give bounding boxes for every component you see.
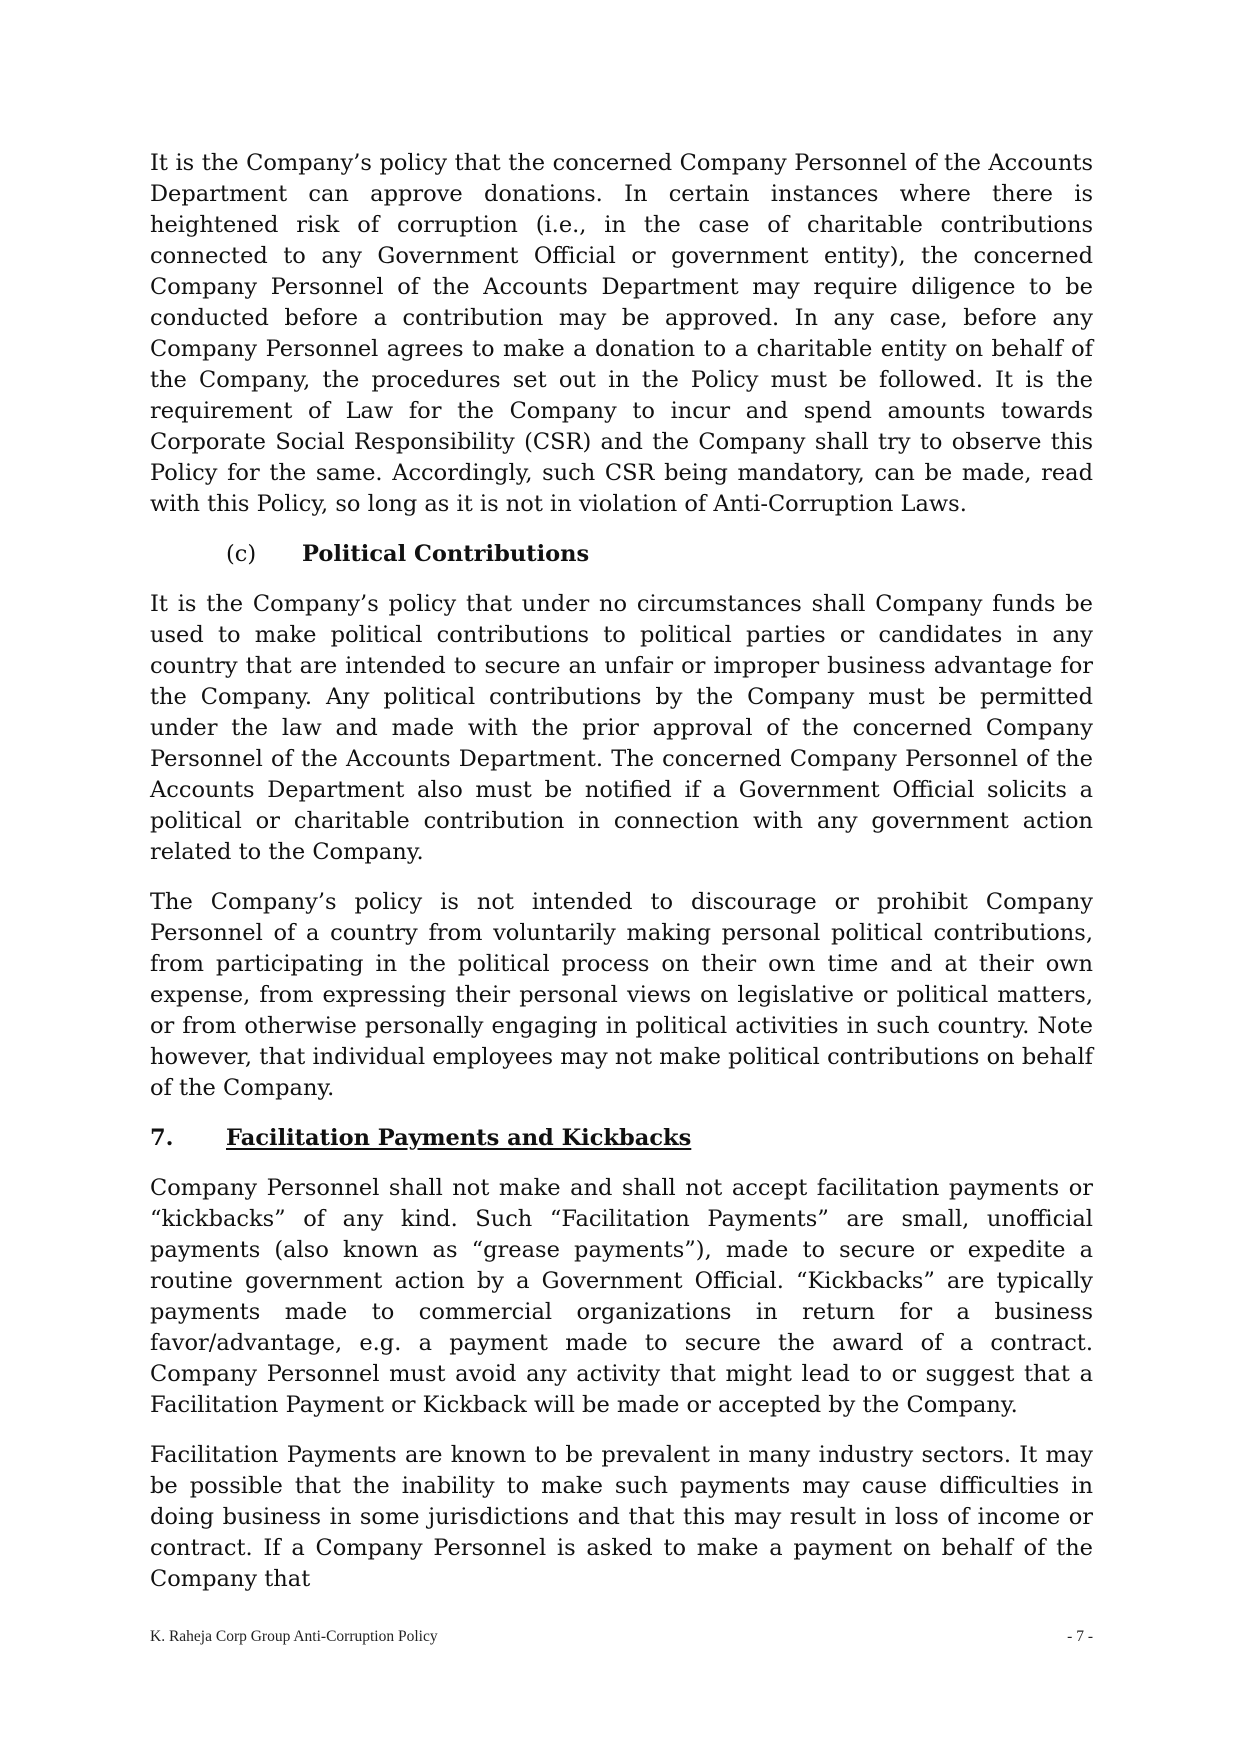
section-heading-facilitation-payments — [150, 1123, 1093, 1154]
subsection-title: Political Contributions — [302, 541, 590, 567]
section-title: Facilitation Payments and Kickbacks — [226, 1125, 692, 1151]
page-footer — [150, 1628, 1093, 1646]
paragraph-personal-political-activity: The Company’s policy is not intended to discourage or prohibit Company Personnel of a country from voluntarily making personal political contributions, from participating in the political process on their own time and at their own expense, from expressing their personal views on legislative or political matters, or from otherwise personally engaging in political activities in such country. Note however, that individual employees may not make political contributions on behalf of the Company. — [150, 889, 1093, 1101]
footer-document-title: K. Raheja Corp Group Anti-Corruption Policy — [150, 1628, 438, 1645]
paragraph-facilitation-payments-prevalence: Facilitation Payments are known to be prevalent in many industry sectors. It may be possible that the inability to make such payments may cause difficulties in doing business in some jurisdictions and that this may result in loss of income or contract. If a Company Personnel is asked to make a payment on behalf of the Company that — [150, 1442, 1093, 1592]
section-number: 7. — [150, 1125, 174, 1151]
paragraph-facilitation-payments-definition: Company Personnel shall not make and shall not accept facilitation payments or “kickbacks” of any kind. Such “Facilitation Payments” are small, unofficial payments (also known as “grease payments”), made to secure or expedite a routine government action by a Government Official. “Kickbacks” are typically payments made to commercial organizations in return for a business favor/advantage, e.g. a payment made to secure the award of a contract. Company Personnel must avoid any activity that might lead to or suggest that a Facilitation Payment or Kickback will be made or accepted by the Company. — [150, 1175, 1093, 1418]
paragraph-donations-approval: It is the Company’s policy that the concerned Company Personnel of the Accounts Department can approve donations. In certain instances where there is heightened risk of corruption (i.e., in the case of charitable contributions connected to any Government Official or government entity), the concerned Company Personnel of the Accounts Department may require diligence to be conducted before a contribution may be approved. In any case, before any Company Personnel agrees to make a donation to a charitable entity on behalf of the Company, the procedures set out in the Policy must be followed. It is the requirement of Law for the Company to incur and spend amounts towards Corporate Social Responsibility (CSR) and the Company shall try to observe this Policy for the same. Accordingly, such CSR being mandatory, can be made, read with this Policy, so long as it is not in violation of Anti-Corruption Laws. — [150, 150, 1093, 517]
footer-page-number: - 7 - — [1067, 1628, 1093, 1645]
subsection-heading-political-contributions — [150, 539, 1093, 570]
document-body — [150, 148, 1093, 1614]
paragraph-political-contributions-policy: It is the Company’s policy that under no circumstances shall Company funds be used to make political contributions to political parties or candidates in any country that are intended to secure an unfair or improper business advantage for the Company. Any political contributions by the Company must be permitted under the law and made with the prior approval of the concerned Company Personnel of the Accounts Department. The concerned Company Personnel of the Accounts Department also must be notified if a Government Official solicits a political or charitable contribution in connection with any government action related to the Company. — [150, 591, 1093, 865]
subsection-marker: (c) — [226, 541, 257, 567]
